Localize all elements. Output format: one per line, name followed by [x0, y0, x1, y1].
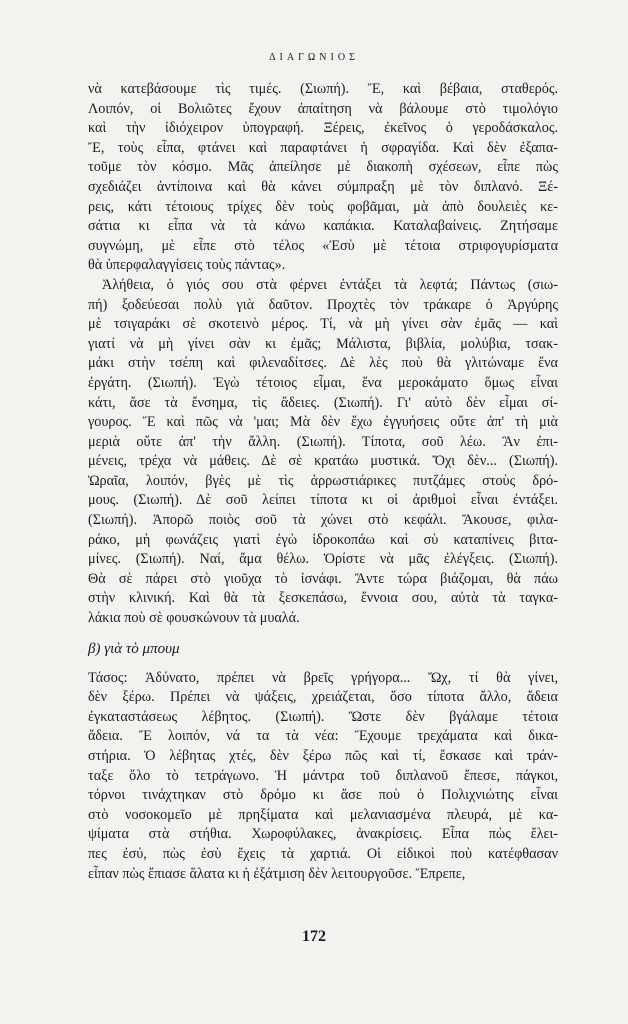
- text-line: μεριὰ οὔτε ἀπ' τὴν ἄλλη. (Σιωπή). Τίποτα, σοῦ λέω. Ἂν ἐπι-: [88, 433, 558, 450]
- text-line: ράκο, μὴ φωνάζεις γιατὶ ἐγὼ ἱδροκοπάω καὶ σὺ καταπίνεις βιτα-: [88, 531, 558, 548]
- page-number: 172: [302, 928, 326, 945]
- text-block: [88, 80, 558, 884]
- text-line: πες ἐσύ, πὼς ἐσὺ ἔχεις τὰ χαρτιά. Οἱ εἰδικοὶ ποὺ κατέφθασαν: [88, 845, 558, 862]
- text-line: Θὰ σὲ πάρει στὸ γιοῦχα τὸ ἰσνάφι. Ἄντε τώρα βιάζομαι, θὰ πάω: [88, 570, 558, 587]
- text-line: καὶ τὴν ἰδιόχειρον ὑπογραφή. Ξέρεις, ἐκεῖνος ὁ γεροδάσκαλος.: [88, 120, 558, 137]
- text-line: μὲ τσιγαράκι σὲ σκοτεινὸ μέρος. Τί, νὰ μὴ γίνει σὰν ἐμᾶς — καὶ: [88, 316, 558, 333]
- text-line: τόρνοι τινάχτηκαν στὸ δρόμο κι ἄσε ποὺ ὁ Πολιχνιώτης εἶναι: [88, 787, 558, 804]
- text-line: ἐργάτη. (Σιωπή). Ἐγὼ τέτοιος εἶμαι, ἕνα μεροκάματο ὅμως εἶναι: [88, 374, 558, 391]
- text-line: συγνώμη, μὲ εἶπε στὸ τέλος «Ἐσὺ μὲ τέτοια στριφογυρίσματα: [88, 237, 558, 254]
- text-line: σάτια κι εἶπα νὰ τὰ κάνω καπάκια. Καταλαβαίνεις. Ζητήσαμε: [88, 218, 558, 235]
- text-line: θὰ ὑπερφαλαγγίσεις τοὺς πάντας».: [88, 257, 286, 274]
- text-line: ἐγκαταστάσεως λέβητος. (Σιωπή). Ὥστε δὲν βγάλαμε τέτοια: [88, 708, 558, 725]
- text-line: μένεις, τρέχα νὰ μάθεις. Δὲ σὲ κρατάω μυστικά. Ὄχι δὲν... (Σιωπή).: [88, 453, 558, 470]
- text-line: λάκια ποὺ σὲ φουσκώνουν τὰ μυαλά.: [88, 610, 300, 627]
- text-line: κάτι, ἄσε τὰ ἔνσημα, τὶς ἄδειες. (Σιωπή). Γι' αὐτὸ δὲν εἶμαι σί-: [88, 394, 558, 411]
- text-line: σχεδιάζει ἀντίποινα καὶ θὰ κάνει σύμπραξη μὲ τὸν διπλανό. Ξέ-: [88, 178, 558, 195]
- text-line: (Σιωπή). Ἀπορῶ ποιὸς σοῦ τὰ χώνει στὸ κεφάλι. Ἄκουσε, φιλα-: [88, 512, 558, 529]
- text-line: ρεις, κάτι τέτοιους τρίχες δὲν τοὺς φοβᾶμαι, μὰ ἀπὸ δουλειὲς κε-: [88, 198, 558, 215]
- text-line: στὸ νοσοκομεῖο μὲ πρηξίματα καὶ μελανιασμένα πλευρά, μὲ κα-: [88, 806, 558, 823]
- text-line: Ἀλήθεια, ὁ γιός σου στὰ φέρνει ἐντάξει τὰ λεφτά; Πάντως (σιω-: [102, 276, 558, 293]
- text-line: πή) ξοδεύεσαι πολὺ γιὰ δαῦτον. Προχτὲς τὸν τράκαρε ὁ Ἀργύρης: [88, 296, 558, 313]
- section-heading: β) γιὰ τὸ μπουμ: [88, 640, 180, 657]
- text-line: εἶπαν πὼς ἔπιασε ἅλατα κι ἡ ἐξάτμιση δὲν λειτουργοῦσε. Ἔπρεπε,: [88, 865, 466, 882]
- text-line: τοῦμε τὸν κόσμο. Μᾶς ἀπείλησε μὲ διακοπὴ σχέσεων, εἶπε πὼς: [88, 159, 558, 176]
- text-line: Ὡραῖα, λοιπόν, βγὲς μὲ τὶς ἀρρωστιάρικες πυτζάμες στοὺς δρό-: [88, 472, 558, 489]
- text-line: μάκι στὴν τσέπη καὶ φιλεναδίτσες. Δὲ λὲς ποὺ θὰ γλιτώναμε ἕνα: [88, 355, 558, 372]
- text-line: μίνες. (Σιωπή). Ναί, ἅμα θέλω. Ὁρίστε νὰ μᾶς ἐλέγξεις. (Σιωπή).: [88, 551, 558, 568]
- paragraph-1: [88, 80, 558, 276]
- text-line: Τάσος: Ἀδύνατο, πρέπει νὰ βρεῖς γρήγορα... Ὤχ, τί θὰ γίνει,: [88, 669, 558, 686]
- text-line: δὲν ξέρω. Πρέπει νὰ ψάξεις, χρειάζεται, ὅσο τίποτα ἄλλο, ἄδεια: [88, 689, 558, 706]
- text-line: Λοιπόν, οἱ Βολιῶτες ἔχουν ἀπαίτηση νὰ βάλουμε στὸ τιμολόγιο: [88, 100, 558, 117]
- text-line: στὴν κλινική. Καὶ θὰ τὰ ξεσκεπάσω, ἔννοια σου, αὐτὰ τὰ ταγκα-: [88, 590, 558, 607]
- text-line: γιατί νὰ μὴ γίνει σὰν κι ἐμᾶς; Μάλιστα, βιβλία, μολύβια, τσακ-: [88, 335, 558, 352]
- text-line: μους. (Σιωπή). Δὲ σοῦ λείπει τίποτα κι οἱ ἀριθμοὶ εἶναι ἐντάξει.: [88, 492, 558, 509]
- text-line: νὰ κατεβάσουμε τὶς τιμές. (Σιωπή). Ἔ, καὶ βέβαια, σταθερός.: [88, 81, 558, 97]
- paragraph-3: [88, 669, 558, 885]
- running-head: ΔΙΑΓΩΝΙΟΣ: [269, 52, 359, 63]
- text-line: γουρος. Ἔ καὶ πῶς νὰ 'μαι; Μὰ δὲν ἔχω ἐγγυήσεις οὔτε ἀπ' τὴ μιὰ: [88, 414, 558, 431]
- text-line: Ἔ, τοὺς εἶπα, φτάνει καὶ παραφτάνει ἡ σφραγίδα. Καὶ δὲν ἐξαπα-: [88, 139, 558, 156]
- text-line: ἄδεια. Ἔ λοιπόν, νά τα τὰ νέα: Ἔχουμε τρεχάματα καὶ δικα-: [88, 728, 558, 745]
- text-line: ταξε ὅλο τὸ τετράγωνο. Ἡ μάντρα τοῦ διπλανοῦ ἔπεσε, πάγκοι,: [88, 767, 558, 784]
- text-line: στήρια. Ὁ λέβητας χτές, δὲν ξέρω πῶς καὶ τί, ἔσκασε καὶ τράν-: [88, 748, 558, 764]
- paragraph-2: [88, 276, 558, 629]
- text-line: ψίματα στὰ στήθια. Χωροφύλακες, ἀνακρίσεις. Εἶπα πὼς ἔλει-: [88, 826, 558, 843]
